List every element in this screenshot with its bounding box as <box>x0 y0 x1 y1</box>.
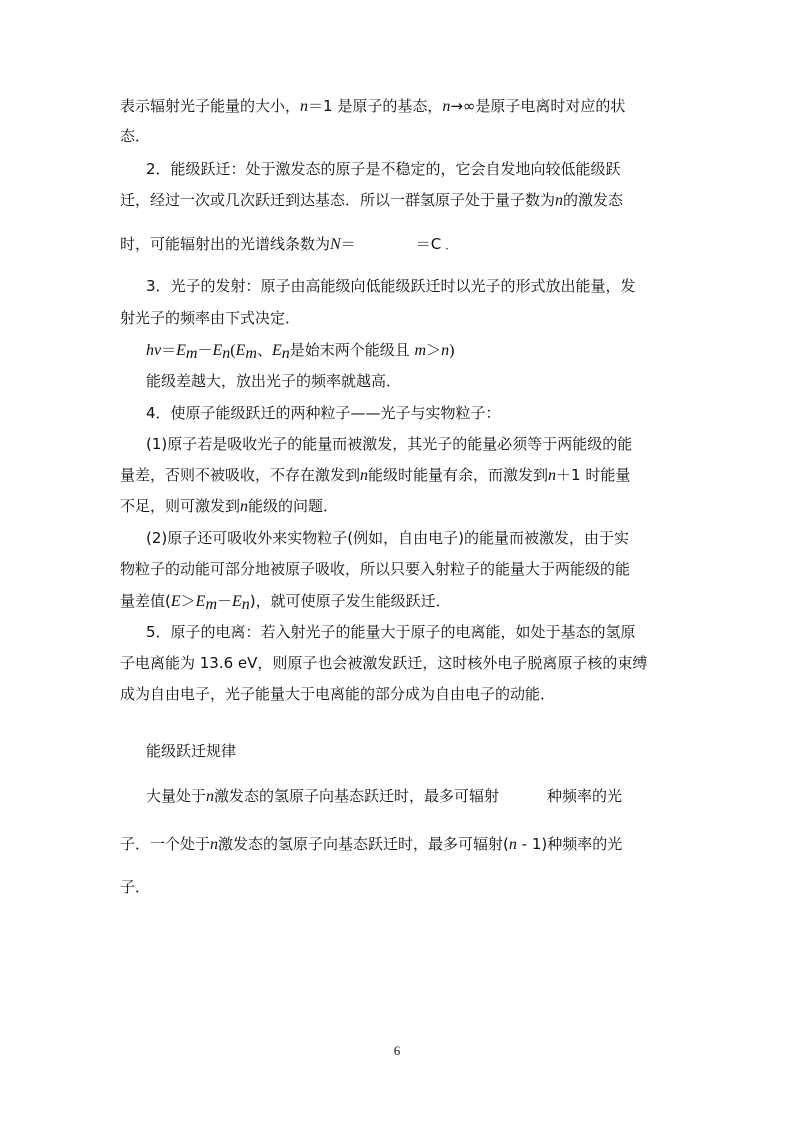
text-span: 激发态的氢原子向基态跃迁时，最多可辐射 <box>214 787 500 805</box>
section-title: 能级跃迁规律 <box>146 742 237 760</box>
page-number: 6 <box>393 1043 401 1058</box>
section-paragraph-line-1 <box>146 786 684 807</box>
text-span: 量差，否则不被吸收，不存在激发到 <box>120 466 361 484</box>
math-var: E <box>195 593 206 610</box>
text-span: 表示辐射光子能量的大小， <box>120 97 301 115</box>
text-span: 时，可能辐射出的光谱线条数为 <box>120 235 331 253</box>
text-line-15: 物粒子的动能可部分地被原子吸收，所以只要入射粒子的能量大于两能级的能 <box>120 560 631 578</box>
text-line-2: 态． <box>120 127 151 145</box>
text-line-7: 射光子的频率由下式决定． <box>120 309 301 327</box>
text-span: 能级时能量有余，而激发到 <box>368 466 549 484</box>
math-sub: m <box>245 345 257 362</box>
text-line-14: (2)原子还可吸收外来实物粒子(例如，自由电子)的能量而被激发，由于实 <box>146 529 629 547</box>
text-span: ＝C <box>415 235 442 253</box>
text-span: 迁，经过一次或几次跃迁到达基态．所以一群氢原子处于量子数为 <box>120 191 556 209</box>
text-line-4 <box>120 190 684 211</box>
text-span: →∞是原子电离时对应的状 <box>450 97 626 115</box>
math-var: n <box>300 98 309 115</box>
text-span: ＋1 时能量 <box>556 466 631 484</box>
math-var: E <box>232 593 242 610</box>
text-line-17: 5．原子的电离：若入射光子的能量大于原子的电离能，如处于基态的氢原 <box>146 623 636 641</box>
math-var: E <box>170 593 181 610</box>
math-sub: n <box>281 345 290 362</box>
math-var: E <box>212 342 223 359</box>
text-span: 、 <box>256 341 272 359</box>
section-paragraph-line-2 <box>120 834 684 855</box>
text-line-1 <box>120 96 684 117</box>
text-span: － <box>197 341 213 359</box>
math-var: n <box>360 467 369 484</box>
math-var: hν <box>146 342 162 359</box>
math-var: N <box>330 236 341 253</box>
text-line-6: 3．光子的发射：原子由高能级向低能级跃迁时以光子的形式放出能量，发 <box>146 277 636 295</box>
text-span: ) <box>449 342 455 359</box>
text-span: ． <box>445 239 457 252</box>
text-span: 能级的问题． <box>248 497 339 515</box>
text-span: - 1)种频率的光 <box>516 835 623 853</box>
text-span: 的激发态 <box>563 191 624 209</box>
math-var: n <box>240 498 249 515</box>
text-line-9: 能级差越大，放出光子的频率就越高． <box>146 372 402 390</box>
text-span: ( <box>230 342 236 359</box>
math-sub: m <box>205 596 217 613</box>
text-span: ＞ <box>426 341 442 359</box>
math-var: E <box>271 342 282 359</box>
text-span: ＝ <box>340 235 356 253</box>
text-span: 大量处于 <box>146 787 207 805</box>
text-line-18: 子电离能为 13.6 eV，则原子也会被激发跃迁，这时核外电子脱离原子核的束缚 <box>120 654 648 672</box>
math-var: n <box>548 467 557 484</box>
math-var: n <box>210 836 219 853</box>
text-line-12 <box>120 465 684 486</box>
math-var: m <box>414 342 427 359</box>
formula-line <box>146 340 684 361</box>
math-var: n <box>442 98 451 115</box>
math-var: n <box>206 788 215 805</box>
math-var: E <box>235 342 246 359</box>
text-span: 种频率的光 <box>547 787 623 805</box>
text-span: － <box>217 592 233 610</box>
math-var: n <box>441 342 450 359</box>
text-line-5 <box>120 234 684 256</box>
text-line-3: 2．能级跃迁：处于激发态的原子是不稳定的，它会自发地向较低能级跃 <box>146 160 621 178</box>
section-paragraph-line-3: 子． <box>120 878 151 896</box>
text-line-13 <box>120 496 684 517</box>
text-span: 量差值( <box>120 592 171 610</box>
text-line-19: 成为自由电子，光子能量大于电离能的部分成为自由电子的动能． <box>120 685 556 703</box>
math-sub: n <box>241 596 250 613</box>
text-line-10: 4．使原子能级跃迁的两种粒子——光子与实物粒子： <box>146 404 501 422</box>
math-sub: n <box>222 345 231 362</box>
text-span: )，就可使原子发生能级跃迁． <box>249 592 451 610</box>
text-span: ＝ <box>161 341 177 359</box>
text-span: ＞ <box>180 592 196 610</box>
text-line-11: (1)原子若是吸收光子的能量而被激发，其光子的能量必须等于两能级的能 <box>146 435 633 453</box>
math-var: E <box>176 342 186 359</box>
text-span: 是始末两个能级且 <box>289 341 415 359</box>
math-var: n <box>555 192 564 209</box>
text-span: 不足，则可激发到 <box>120 497 241 515</box>
math-var: n <box>508 836 517 853</box>
text-span: ＝1 是原子的基态， <box>308 97 443 115</box>
text-line-16 <box>120 591 684 612</box>
math-sub: m <box>185 345 198 362</box>
text-span: 激发态的氢原子向基态跃迁时，最多可辐射( <box>218 835 509 853</box>
text-span: 子．一个处于 <box>120 835 211 853</box>
